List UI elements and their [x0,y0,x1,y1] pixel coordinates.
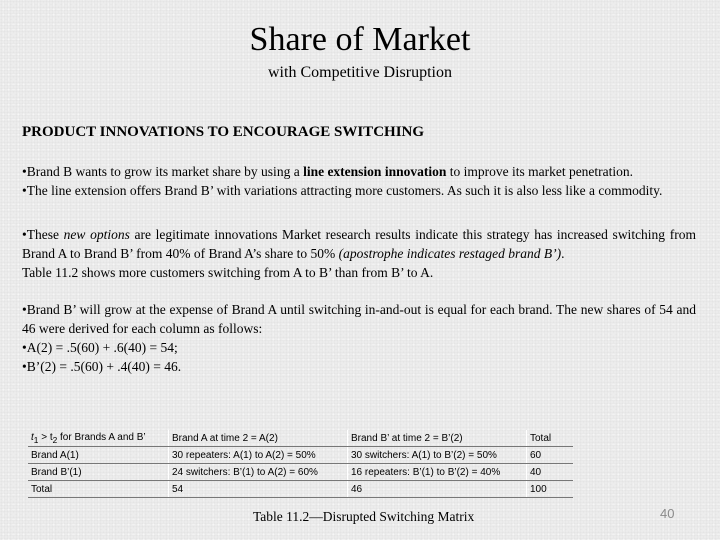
table-cell: Brand B’(1) [28,464,169,481]
italic-term: new options [63,227,130,242]
paragraph-new-options [22,225,696,282]
table-cell: 100 [527,481,574,498]
switching-matrix-table [28,430,573,498]
bullet-text: •These [22,227,64,242]
table-cell: 24 switchers: B’(1) to A(2) = 60% [169,464,348,481]
subscript: 2 [52,435,58,445]
bullet-text-end: to improve its market penetration. [446,164,634,179]
table-cell: 30 switchers: A(1) to B’(2) = 50% [348,447,527,464]
bullet-text-mid: are legitimate innovations Market research results indicate this strategy has increased switching from Brand A to Brand B’ from 40% of Brand A’s share to 50% [22,227,696,261]
bold-term: line extension innovation [303,164,447,179]
paragraph-new-shares [22,300,696,376]
table-caption: Table 11.2—Disrupted Switching Matrix [253,509,475,524]
table-row [28,481,573,498]
table-header-row [28,430,573,447]
page-number: 40 [660,506,675,521]
table-cell: Brand A(1) [28,447,169,464]
t-symbol: t [31,432,34,443]
table-row [28,464,573,481]
header-text: for Brands A and B’ [57,432,146,443]
bullet-line-extension-offers: •The line extension offers Brand B’ with variations attracting more customers. As such it is also less like a commodity. [22,183,663,198]
table-cell: 46 [348,481,527,498]
table-cell: 16 repeaters: B’(1) to B’(2) = 40% [348,464,527,481]
subscript: 1 [33,435,39,445]
table-cell: 30 repeaters: A(1) to A(2) = 50% [169,447,348,464]
bullet-text: •Brand B wants to grow its market share by using a [22,164,304,179]
table-row [28,447,573,464]
header-cell-brand-a: Brand A at time 2 = A(2) [169,430,348,447]
formula-a2: •A(2) = .5(60) + .6(40) = 54; [22,340,178,355]
section-heading: PRODUCT INNOVATIONS TO ENCOURAGE SWITCHING [22,124,425,140]
header-cell-brands [28,430,169,447]
bullet-brand-b-wants [22,162,696,181]
table-cell: 54 [169,481,348,498]
header-cell-brand-b: Brand B’ at time 2 = B’(2) [348,430,527,447]
bullet-new-options [22,225,696,263]
table-reference-line: Table 11.2 shows more customers switching from A to B’ than from B’ to A. [22,265,434,280]
bullet-text-end: . [561,246,565,261]
formula-b2: •B’(2) = .5(60) + .4(40) = 46. [22,359,182,374]
page-title: Share of Market [249,21,471,58]
page-subtitle: with Competitive Disruption [268,64,452,81]
table-cell: 40 [527,464,574,481]
italic-note: (apostrophe indicates restaged brand B’) [338,246,562,261]
greater-than: > t [38,432,53,443]
paragraph-line-extension [22,162,696,200]
bullet-grow-expense: •Brand B’ will grow at the expense of Brand A until switching in-and-out is equal for each brand. The new shares of 54 and 46 were derived for each column as follows: [22,302,696,336]
header-cell-total: Total [527,430,574,447]
table-cell: Total [28,481,169,498]
table-cell: 60 [527,447,574,464]
